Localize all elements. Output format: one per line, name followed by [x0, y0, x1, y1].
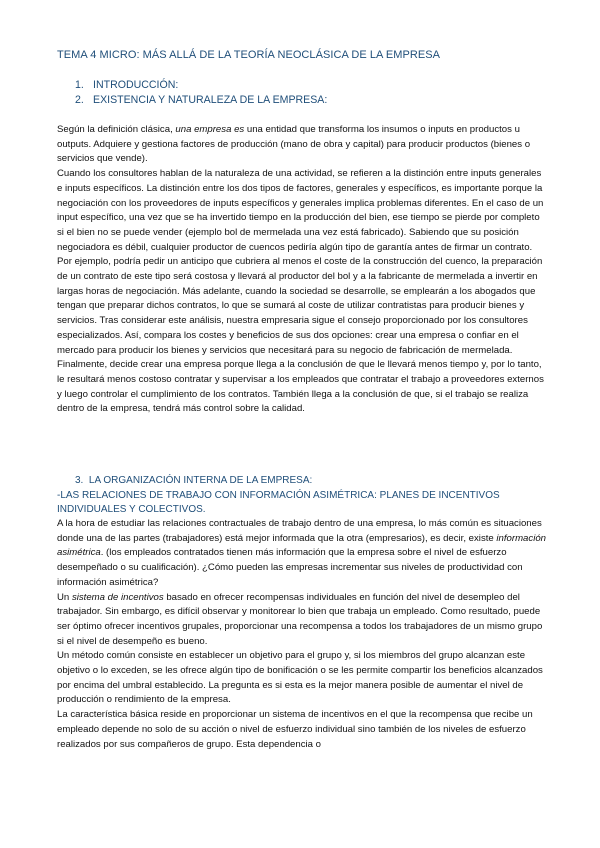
- emphasis-text: sistema de incentivos: [71, 591, 164, 603]
- text-run: Según la definición clásica,: [57, 124, 176, 135]
- document-title: TEMA 4 MICRO: MÁS ALLÁ DE LA TEORÍA NEOCLÁSICA DE LA EMPRESA: [57, 49, 441, 61]
- toc-item-existencia: [75, 93, 327, 108]
- section-3-heading: [57, 474, 557, 489]
- toc-item-introduccion: [75, 78, 327, 93]
- paragraph-group-objective: Un método común consiste en establecer un objetivo para el grupo y, si los miembros del grupo alcanzan este objetivo o lo exceden, se les ofrece algún tipo de bonificación o se les permite compartir los beneficios alcanzados por encima del umbral establecido. La pregunta es si esta es la mejor manera posible de aumentar el nivel de producción o rendimiento de la empresa.: [57, 650, 543, 706]
- section-title: LA ORGANIZACIÓN INTERNA DE LA EMPRESA:: [88, 475, 313, 486]
- section-3-body: [57, 517, 547, 752]
- section-2-body: [57, 123, 547, 417]
- paragraph-definition: [57, 123, 547, 167]
- table-of-contents: [75, 78, 327, 108]
- section-3-subheading: -LAS RELACIONES DE TRABAJO CON INFORMACIÓN ASIMÉTRICA: PLANES DE INCENTIVOS INDIVIDUALES Y COLECTIVOS.: [57, 489, 500, 515]
- toc-number: 2.: [75, 94, 84, 106]
- emphasis-text: información asimétrica: [57, 532, 546, 559]
- section-number: 3.: [75, 475, 84, 486]
- paragraph-asymmetric-info: [57, 517, 547, 591]
- text-run: basado en ofrecer recompensas individuales en función del nivel de desempleo del trabajador. Sin embargo, es difícil observar y monitorear lo bien que trabaja un empleado. Como resultado, puede ser óptimo ofrecer incentivos grupales, proporcionar una recompensa a todos los trabajadores de un mismo grupo si el nivel de desempeño es bueno.: [57, 591, 543, 647]
- text-run: . (los empleados contratados tienen más información que la empresa sobre el nivel de esfuerzo desempeñado o su cualificación). ¿Cómo pueden las empresas incrementar sus niveles de productividad con información asimétrica?: [57, 547, 523, 588]
- toc-number: 1.: [75, 79, 84, 91]
- section-3-heading-block: [57, 474, 557, 518]
- paragraph-inputs: Cuando los consultores hablan de la naturaleza de una actividad, se refieren a la distinción entre inputs generales e inputs específicos. La distinción entre los dos tipos de factores, generales y específicos, es importante porque la negociación con los proveedores de inputs específicos y generales implica problemas diferentes. En el caso de un input específico, una vez que se ha invertido tiempo en la producción del bien, ese tiempo se pierde por completo si el bien no se puede vender (ejemplo bol de mermelada una vez está fabricado). Sabiendo que su posición negociadora es débil, cualquier productor de cuencos pediría algún tipo de garantía antes de firmar un contrato. Por ejemplo, podría pedir un anticipo que cubriera al menos el coste de la construcción del cuenco, la preparación de un contrato de este tipo será costosa y llevará al productor del bol y a la fabricante de mermelada a invertir en largas horas de negociación. Más adelante, cuando la sociedad se desarrolle, se emplearán a los abogados que tengan que preparar dichos contratos, lo que se sumará al coste de utilizar contratistas para producir bienes y servicios. Tras considerar este análisis, nuestra empresaria sigue el consejo proporcionado por los consultores especializados. Así, compara los costes y beneficios de sus dos opciones: crear una empresa o confiar en el mercado para producir los bienes y servicios que necesitará para su negocio de fabricación de mermelada. Finalmente, decide crear una empresa porque llega a la conclusión de que le llevará menos tiempo y, por lo tanto, le resultará menos costoso contratar y supervisar a los empleados que contratar el trabajo a proveedores externos y luego controlar el cumplimiento de los contratos. También llega a la conclusión de que, si el trabajo se realiza dentro de la empresa, tendrá más control sobre la calidad.: [57, 168, 544, 415]
- text-run: A la hora de estudiar las relaciones contractuales de trabajo dentro de una empresa, lo más común es situaciones donde una de las partes (trabajadores) está mejor informada que la otra (empresarios), es decir, existe: [57, 518, 542, 544]
- toc-label: INTRODUCCIÓN:: [93, 79, 179, 91]
- text-run: una entidad que transforma los insumos o inputs en productos u outputs. Adquiere y gestiona factores de producción (mano de obra y capital) para producir productos (bienes o servicios que vende).: [57, 124, 531, 165]
- paragraph-incentives: [57, 591, 547, 650]
- toc-label: EXISTENCIA Y NATURALEZA DE LA EMPRESA:: [93, 94, 328, 106]
- emphasis-text: una empresa es: [175, 124, 245, 135]
- paragraph-basic-feature: La característica básica reside en proporcionar un sistema de incentivos en el que la recompensa que recibe un empleado depende no solo de su acción o nivel de esfuerzo individual sino también de los niveles de esfuerzo realizados por sus compañeros de grupo. Esta dependencia o: [57, 709, 533, 750]
- text-run: Un: [57, 591, 72, 603]
